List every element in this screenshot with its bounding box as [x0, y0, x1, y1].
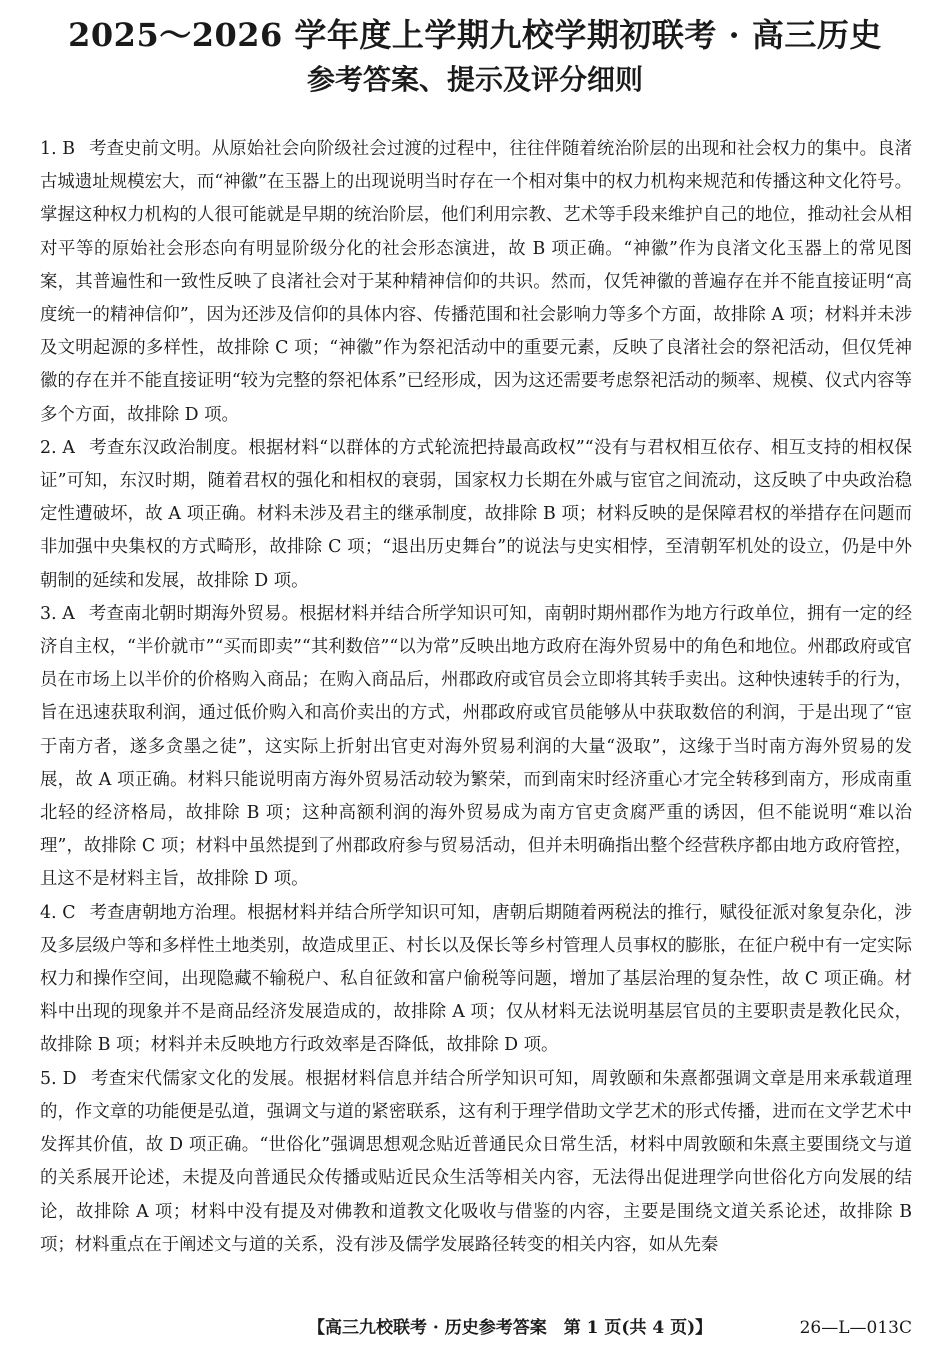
- page-title: 2025～2026 学年度上学期九校学期初联考 · 高三历史: [68, 16, 882, 54]
- answer-number: 1. B: [40, 139, 76, 159]
- answer-explanation: 考查南北朝时期海外贸易。根据材料并结合所学知识可知，南朝时期州郡作为地方行政单位，拥有一定的经济自主权，“半价就市”“买而即卖”“其利数倍”“以为常”反映出地方政府在海外贸易中的角色和地位。州郡政府或官员在市场上以半价的价格购入商品；在购入商品后，州郡政府或官员会立即将其转手卖出。这种快速转手的行为，旨在迅速获取利润，通过低价购入和高价卖出的方式，州郡政府或官员能够从中获取数倍的利润，于是出现了“宦于南方者，遂多贪墨之徒”，这实际上折射出官吏对海外贸易利润的大量“汲取”，这缘于当时南方海外贸易的发展，故 A 项正确。材料只能说明南方海外贸易活动较为繁荣，而到南宋时经济重心才完全转移到南方，形成南重北轻的经济格局，故排除 B 项；这种高额利润的海外贸易成为南方官吏贪腐严重的诱因，但不能说明“难以治理”，故排除 C 项；材料中虽然提到了州郡政府参与贸易活动，但并未明确指出整个经营秩序都由地方政府管控，且这不是材料主旨，故排除 D 项。: [40, 603, 912, 890]
- answer-number: 5. D: [40, 1068, 77, 1089]
- page-footer: [0, 1314, 950, 1342]
- answer-list: [40, 133, 912, 1262]
- answer-item-5: [40, 1063, 912, 1262]
- answer-explanation: 考查东汉政治制度。根据材料“以群体的方式轮流把持最高政权”“没有与君权相互依存、相互支持的相权保证”可知，东汉时期，随着君权的强化和相权的衰弱，国家权力长期在外戚与宦官之间流动，这反映了中央政治稳定性遭破坏，故 A 项正确。材料未涉及君主的继承制度，故排除 B 项；材料反映的是保障君权的举措存在问题而非加强中央集权的方式畸形，故排除 C 项；“退出历史舞台”的说法与史实相悖，至清朝军机处的设立，仍是中外朝制的延续和发展，故排除 D 项。: [40, 437, 912, 591]
- answer-item-4: [40, 897, 912, 1063]
- answer-explanation: 考查史前文明。从原始社会向阶级社会过渡的过程中，往往伴随着统治阶层的出现和社会权力的集中。良渚古城遗址规模宏大，而“神徽”在玉器上的出现说明当时存在一个相对集中的权力机构来规范和传播这种文化符号。掌握这种权力机构的人很可能就是早期的统治阶层，他们利用宗教、艺术等手段来维护自己的地位，推动社会从相对平等的原始社会形态向有明显阶级分化的社会形态演进，故 B 项正确。“神徽”作为良渚文化玉器上的常见图案，其普遍性和一致性反映了良渚社会对于某种精神信仰的共识。然而，仅凭神徽的普遍存在并不能直接证明“高度统一的精神信仰”，因为还涉及信仰的具体内容、传播范围和社会影响力等多个方面，故排除 A 项；材料并未涉及文明起源的多样性，故排除 C 项；“神徽”作为祭祀活动中的重要元素，反映了良渚社会的祭祀活动，但仅凭神徽的存在并不能直接证明“较为完整的祭祀体系”已经形成，因为这还需要考虑祭祀活动的频率、规模、仪式内容等多个方面，故排除 D 项。: [40, 139, 912, 425]
- answer-explanation: 考查宋代儒家文化的发展。根据材料信息并结合所学知识可知，周敦颐和朱熹都强调文章是用来承载道理的，作文章的功能便是弘道，强调文与道的紧密联系，这有利于理学借助文学艺术的形式传播，进而在文学艺术中发挥其价值，故 D 项正确。“世俗化”强调思想观念贴近普通民众日常生活，材料中周敦颐和朱熹主要围绕文与道的关系展开论述，未提及向普通民众传播或贴近民众生活等相关内容，无法得出促进理学向世俗化方向发展的结论，故排除 A 项；材料中没有提及对佛教和道教文化吸收与借鉴的内容，主要是围绕文道关系论述，故排除 B 项；材料重点在于阐述文与道的关系，没有涉及儒学发展路径转变的相关内容，如从先秦: [40, 1068, 912, 1255]
- answer-item-3: [40, 598, 912, 897]
- answer-item-1: [40, 133, 912, 432]
- answer-number: 3. A: [40, 603, 75, 624]
- footer-doc-code: 26—L—013C: [799, 1318, 912, 1338]
- answer-number: 4. C: [40, 902, 76, 923]
- answer-explanation: 考查唐朝地方治理。根据材料并结合所学知识可知，唐朝后期随着两税法的推行，赋役征派对象复杂化，涉及多层级户等和多样性土地类别，故造成里正、村长以及保长等乡村管理人员事权的膨胀，在征户税中有一定实际权力和操作空间，出现隐藏不输税户、私自征敛和富户偷税等问题，增加了基层治理的复杂性，故 C 项正确。材料中出现的现象并不是商品经济发展造成的，故排除 A 项；仅从材料无法说明基层官员的主要职责是教化民众，故排除 B 项；材料并未反映地方行政效率是否降低，故排除 D 项。: [40, 902, 912, 1056]
- answer-item-2: [40, 432, 912, 598]
- footer-page-info: 【高三九校联考 · 历史参考答案 第 1 页(共 4 页)】: [308, 1318, 713, 1338]
- answer-number: 2. A: [40, 437, 75, 458]
- page-subtitle: 参考答案、提示及评分细则: [306, 63, 643, 96]
